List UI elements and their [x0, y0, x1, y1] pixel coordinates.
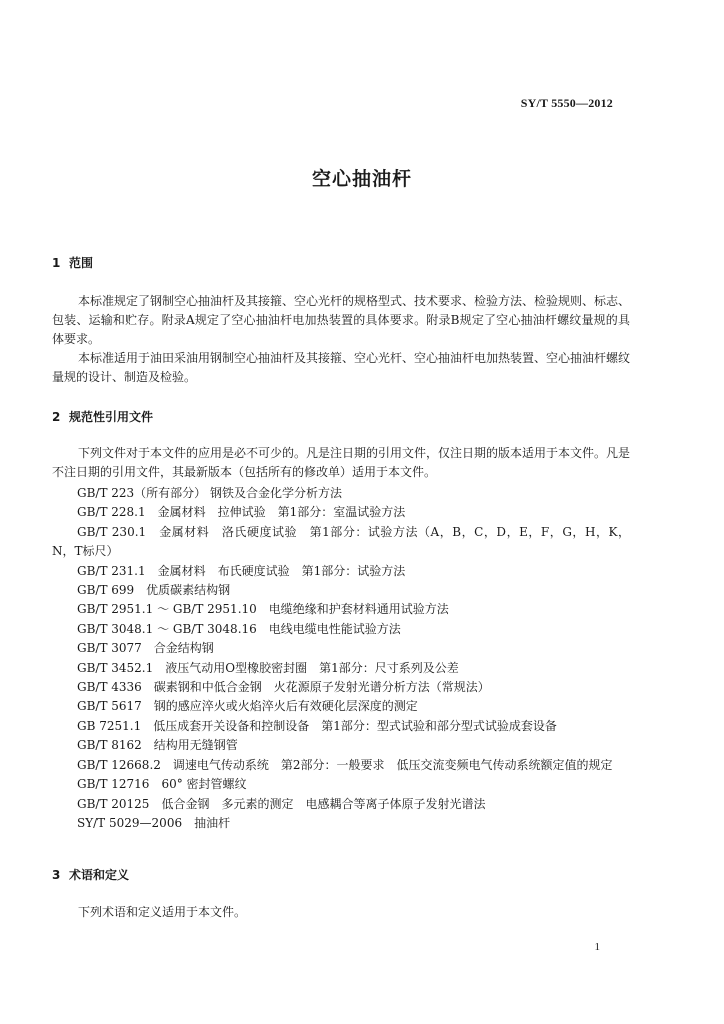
section-heading-terms-definitions: [52, 866, 129, 883]
reference-item: SY/T 5029—2006 抽油杆: [77, 815, 231, 830]
section-title: 规范性引用文件: [69, 410, 154, 424]
reference-item: GB/T 4336 碳素钢和中低合金钢 火花源原子发射光谱分析方法（常规法）: [77, 680, 490, 695]
section-heading-normative-references: [52, 408, 153, 425]
reference-item: GB/T 2951.1 ～ GB/T 2951.10 电缆绝缘和护套材料通用试验方法: [77, 602, 449, 617]
section-number: 1: [52, 256, 61, 270]
terms-intro-paragraph: 下列术语和定义适用于本文件。: [78, 905, 247, 919]
reference-item: GB/T 3452.1 液压气动用O型橡胶密封圈 第1部分：尺寸系列及公差: [77, 660, 459, 675]
reference-item: GB/T 8162 结构用无缝钢管: [77, 738, 238, 753]
reference-item: GB 7251.1 低压成套开关设备和控制设备 第1部分：型式试验和部分型式试验成套设备: [77, 718, 557, 733]
reference-item: GB/T 699 优质碳素结构钢: [77, 583, 231, 598]
section-heading-scope: [52, 254, 93, 271]
reference-item: GB/T 3048.1 ～ GB/T 3048.16 电线电缆电性能试验方法: [77, 621, 401, 636]
reference-list: [52, 484, 630, 833]
reference-item: GB/T 230.1 金属材料 洛氏硬度试验 第1部分：试验方法（A，B，C，D，E，F，G，H，K，N，T标尺）: [52, 524, 630, 559]
section-number: 2: [52, 410, 61, 424]
section-title: 范围: [69, 256, 94, 270]
reference-item: GB/T 228.1 金属材料 拉伸试验 第1部分：室温试验方法: [77, 505, 406, 520]
reference-item: GB/T 12716 60° 密封管螺纹: [77, 777, 247, 792]
reference-item: GB/T 223（所有部分） 钢铁及合金化学分析方法: [77, 486, 342, 500]
reference-item: GB/T 20125 低合金钢 多元素的测定 电感耦合等离子体原子发射光谱法: [77, 796, 486, 811]
scope-paragraph-1: 本标准规定了钢制空心抽油杆及其接箍、空心光杆的规格型式、技术要求、检验方法、检验规则、标志、包装、运输和贮存。附录A规定了空心抽油杆电加热装置的具体要求。附录B规定了空心抽油杆螺纹量规的具体要求。: [52, 294, 631, 346]
reference-item: GB/T 5617 钢的感应淬火或火焰淬火后有效硬化层深度的测定: [77, 699, 418, 714]
reference-item: GB/T 231.1 金属材料 布氏硬度试验 第1部分：试验方法: [77, 563, 406, 578]
references-intro-paragraph: 下列文件对于本文件的应用是必不可少的。凡是注日期的引用文件，仅注日期的版本适用于本文件。凡是不注日期的引用文件，其最新版本（包括所有的修改单）适用于本文件。: [52, 446, 631, 479]
document-title: 空心抽油杆: [311, 168, 412, 190]
section-title: 术语和定义: [69, 868, 130, 882]
scope-paragraph-2: 本标准适用于油田采油用钢制空心抽油杆及其接箍、空心光杆、空心抽油杆电加热装置、空心抽油杆螺纹量规的设计、制造及检验。: [52, 351, 631, 384]
page-number: 1: [594, 941, 600, 953]
section-number: 3: [52, 868, 61, 882]
standard-code: SY/T 5550—2012: [520, 96, 613, 110]
reference-item: GB/T 12668.2 调速电气传动系统 第2部分：一般要求 低压交流变频电气传动系统额定值的规定: [77, 757, 613, 772]
reference-item: GB/T 3077 合金结构钢: [77, 641, 214, 656]
